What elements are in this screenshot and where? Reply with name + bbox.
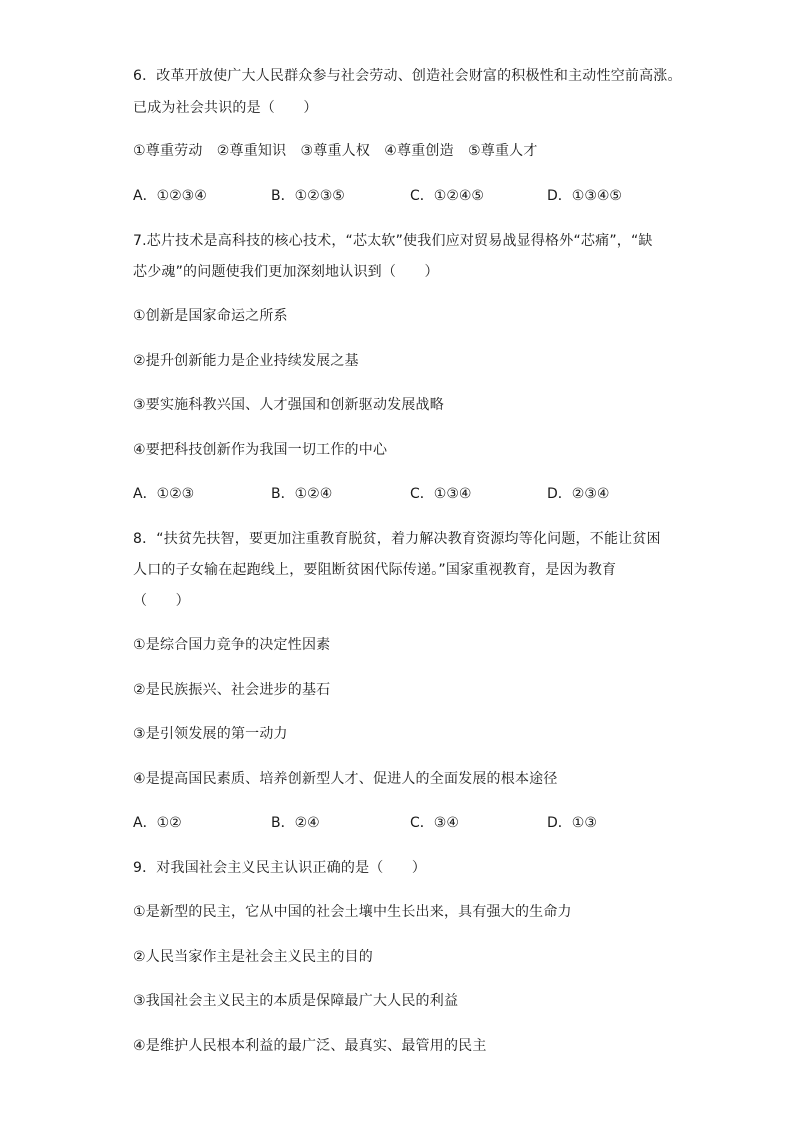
question-6-option-c[interactable]: C．①②④⑤	[410, 188, 484, 204]
question-7-item-2: ②提升创新能力是企业持续发展之基	[133, 353, 359, 369]
question-8-option-d[interactable]: D．①③	[547, 815, 597, 831]
question-7-stem-line-1: 7.芯片技术是高科技的核心技术，“芯太软”使我们应对贸易战显得格外“芯痛”，“缺	[133, 233, 653, 249]
question-6-stem-line-1: 6．改革开放使广大人民群众参与社会劳动、创造社会财富的积极性和主动性空前高涨。	[133, 68, 682, 84]
question-8-item-2: ②是民族振兴、社会进步的基石	[133, 682, 331, 698]
question-9-stem-line-1: 9．对我国社会主义民主认识正确的是（ ）	[133, 860, 427, 876]
question-8-item-1: ①是综合国力竞争的决定性因素	[133, 637, 331, 653]
question-7-option-d[interactable]: D．②③④	[547, 486, 610, 502]
question-8-stem-line-3: （ ）	[133, 593, 190, 609]
question-6-option-d[interactable]: D．①③④⑤	[547, 188, 622, 204]
question-8-options	[133, 813, 653, 833]
question-7-stem-line-2: 芯少魂”的问题使我们更加深刻地认识到（ ）	[133, 264, 439, 280]
question-7-item-3: ③要实施科教兴国、人才强国和创新驱动发展战略	[133, 397, 444, 413]
question-8-option-b[interactable]: B．②④	[271, 815, 320, 831]
question-8-stem-line-1: 8．“扶贫先扶智，要更加注重教育脱贫，着力解决教育资源均等化问题，不能让贫困	[133, 531, 661, 547]
question-7-option-c[interactable]: C．①③④	[410, 486, 472, 502]
question-7-item-4: ④要把科技创新作为我国一切工作的中心	[133, 442, 388, 458]
question-6-option-b[interactable]: B．①②③⑤	[271, 188, 345, 204]
question-9-item-2: ②人民当家作主是社会主义民主的目的	[133, 949, 373, 965]
question-7-option-b[interactable]: B．①②④	[271, 486, 333, 502]
question-7-option-a[interactable]: A．①②③	[133, 486, 195, 502]
question-7-options	[133, 484, 653, 504]
question-6-options	[133, 186, 653, 206]
question-6-stem-line-2: 已成为社会共识的是（ ）	[133, 100, 318, 116]
question-9-item-3: ③我国社会主义民主的本质是保障最广大人民的利益	[133, 993, 459, 1009]
question-8-item-3: ③是引领发展的第一动力	[133, 726, 288, 742]
question-9-item-4: ④是维护人民根本利益的最广泛、最真实、最管用的民主	[133, 1038, 487, 1054]
question-6-option-a[interactable]: A．①②③④	[133, 188, 207, 204]
question-9-item-1: ①是新型的民主，它从中国的社会土壤中生长出来，具有强大的生命力	[133, 904, 572, 920]
question-8-item-4: ④是提高国民素质、培养创新型人才、促进人的全面发展的根本途径	[133, 771, 558, 787]
question-8-option-a[interactable]: A．①②	[133, 815, 182, 831]
question-7-item-1: ①创新是国家命运之所系	[133, 308, 288, 324]
question-6-items: ①尊重劳动 ②尊重知识 ③尊重人权 ④尊重创造 ⑤尊重人才	[133, 143, 538, 159]
question-8-stem-line-2: 人口的子女输在起跑线上，要阻断贫困代际传递。”国家重视教育，是因为教育	[133, 562, 617, 578]
question-8-option-c[interactable]: C．③④	[410, 815, 459, 831]
